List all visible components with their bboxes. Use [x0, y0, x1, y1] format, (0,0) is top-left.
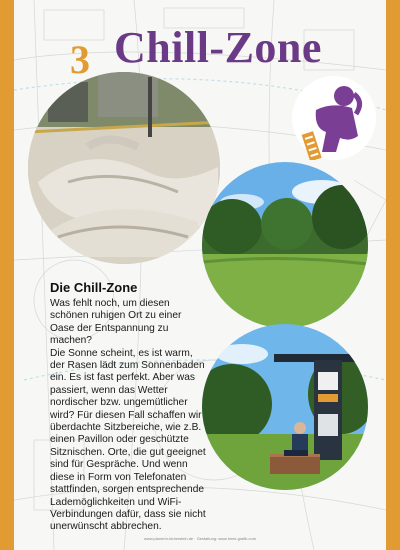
section-number: 3 [70, 37, 90, 82]
intro-paragraph: Was fehlt noch, um diesen schönen ruhigen Ort zu einer Oase der Entspannung zu machen? [50, 298, 182, 347]
lounge-sculpture-photo [28, 72, 220, 264]
footer-credits: www.planerin-hinterstein.de · Gestaltung: www.hinni-grafik.com [144, 536, 257, 541]
main-paragraph: Die Sonne scheint, es ist warm, der Rasen lädt zum Sonnenbaden ein. Es ist fast perfekt. Aber was passiert, wenn das Wetter nordischer bzw. ungemütlicher wird? Für diesen Fall schaffen wir überdachte Sitzbereiche, wie z.B. einen Pavillon oder geschützte Sitznischen. Orte, die gut geeignet sind für Gespräche. Und wenn diese in Form von Telefonaten stattfinden, sorgen entsprechende Lademöglichkeiten und WiFi-Verbindungen dafür, dass sie nicht unerwünscht abbrechen. [50, 347, 206, 533]
section-heading: Die Chill-Zone [50, 280, 138, 295]
charging-station-photo [202, 324, 368, 490]
meadow-trees-photo [202, 162, 368, 328]
poster-content [14, 0, 386, 550]
left-border [0, 0, 14, 550]
right-border [386, 0, 400, 550]
body-text [50, 298, 208, 534]
poster-title: Chill-Zone [114, 23, 322, 72]
person-relaxing-icon [292, 76, 376, 160]
